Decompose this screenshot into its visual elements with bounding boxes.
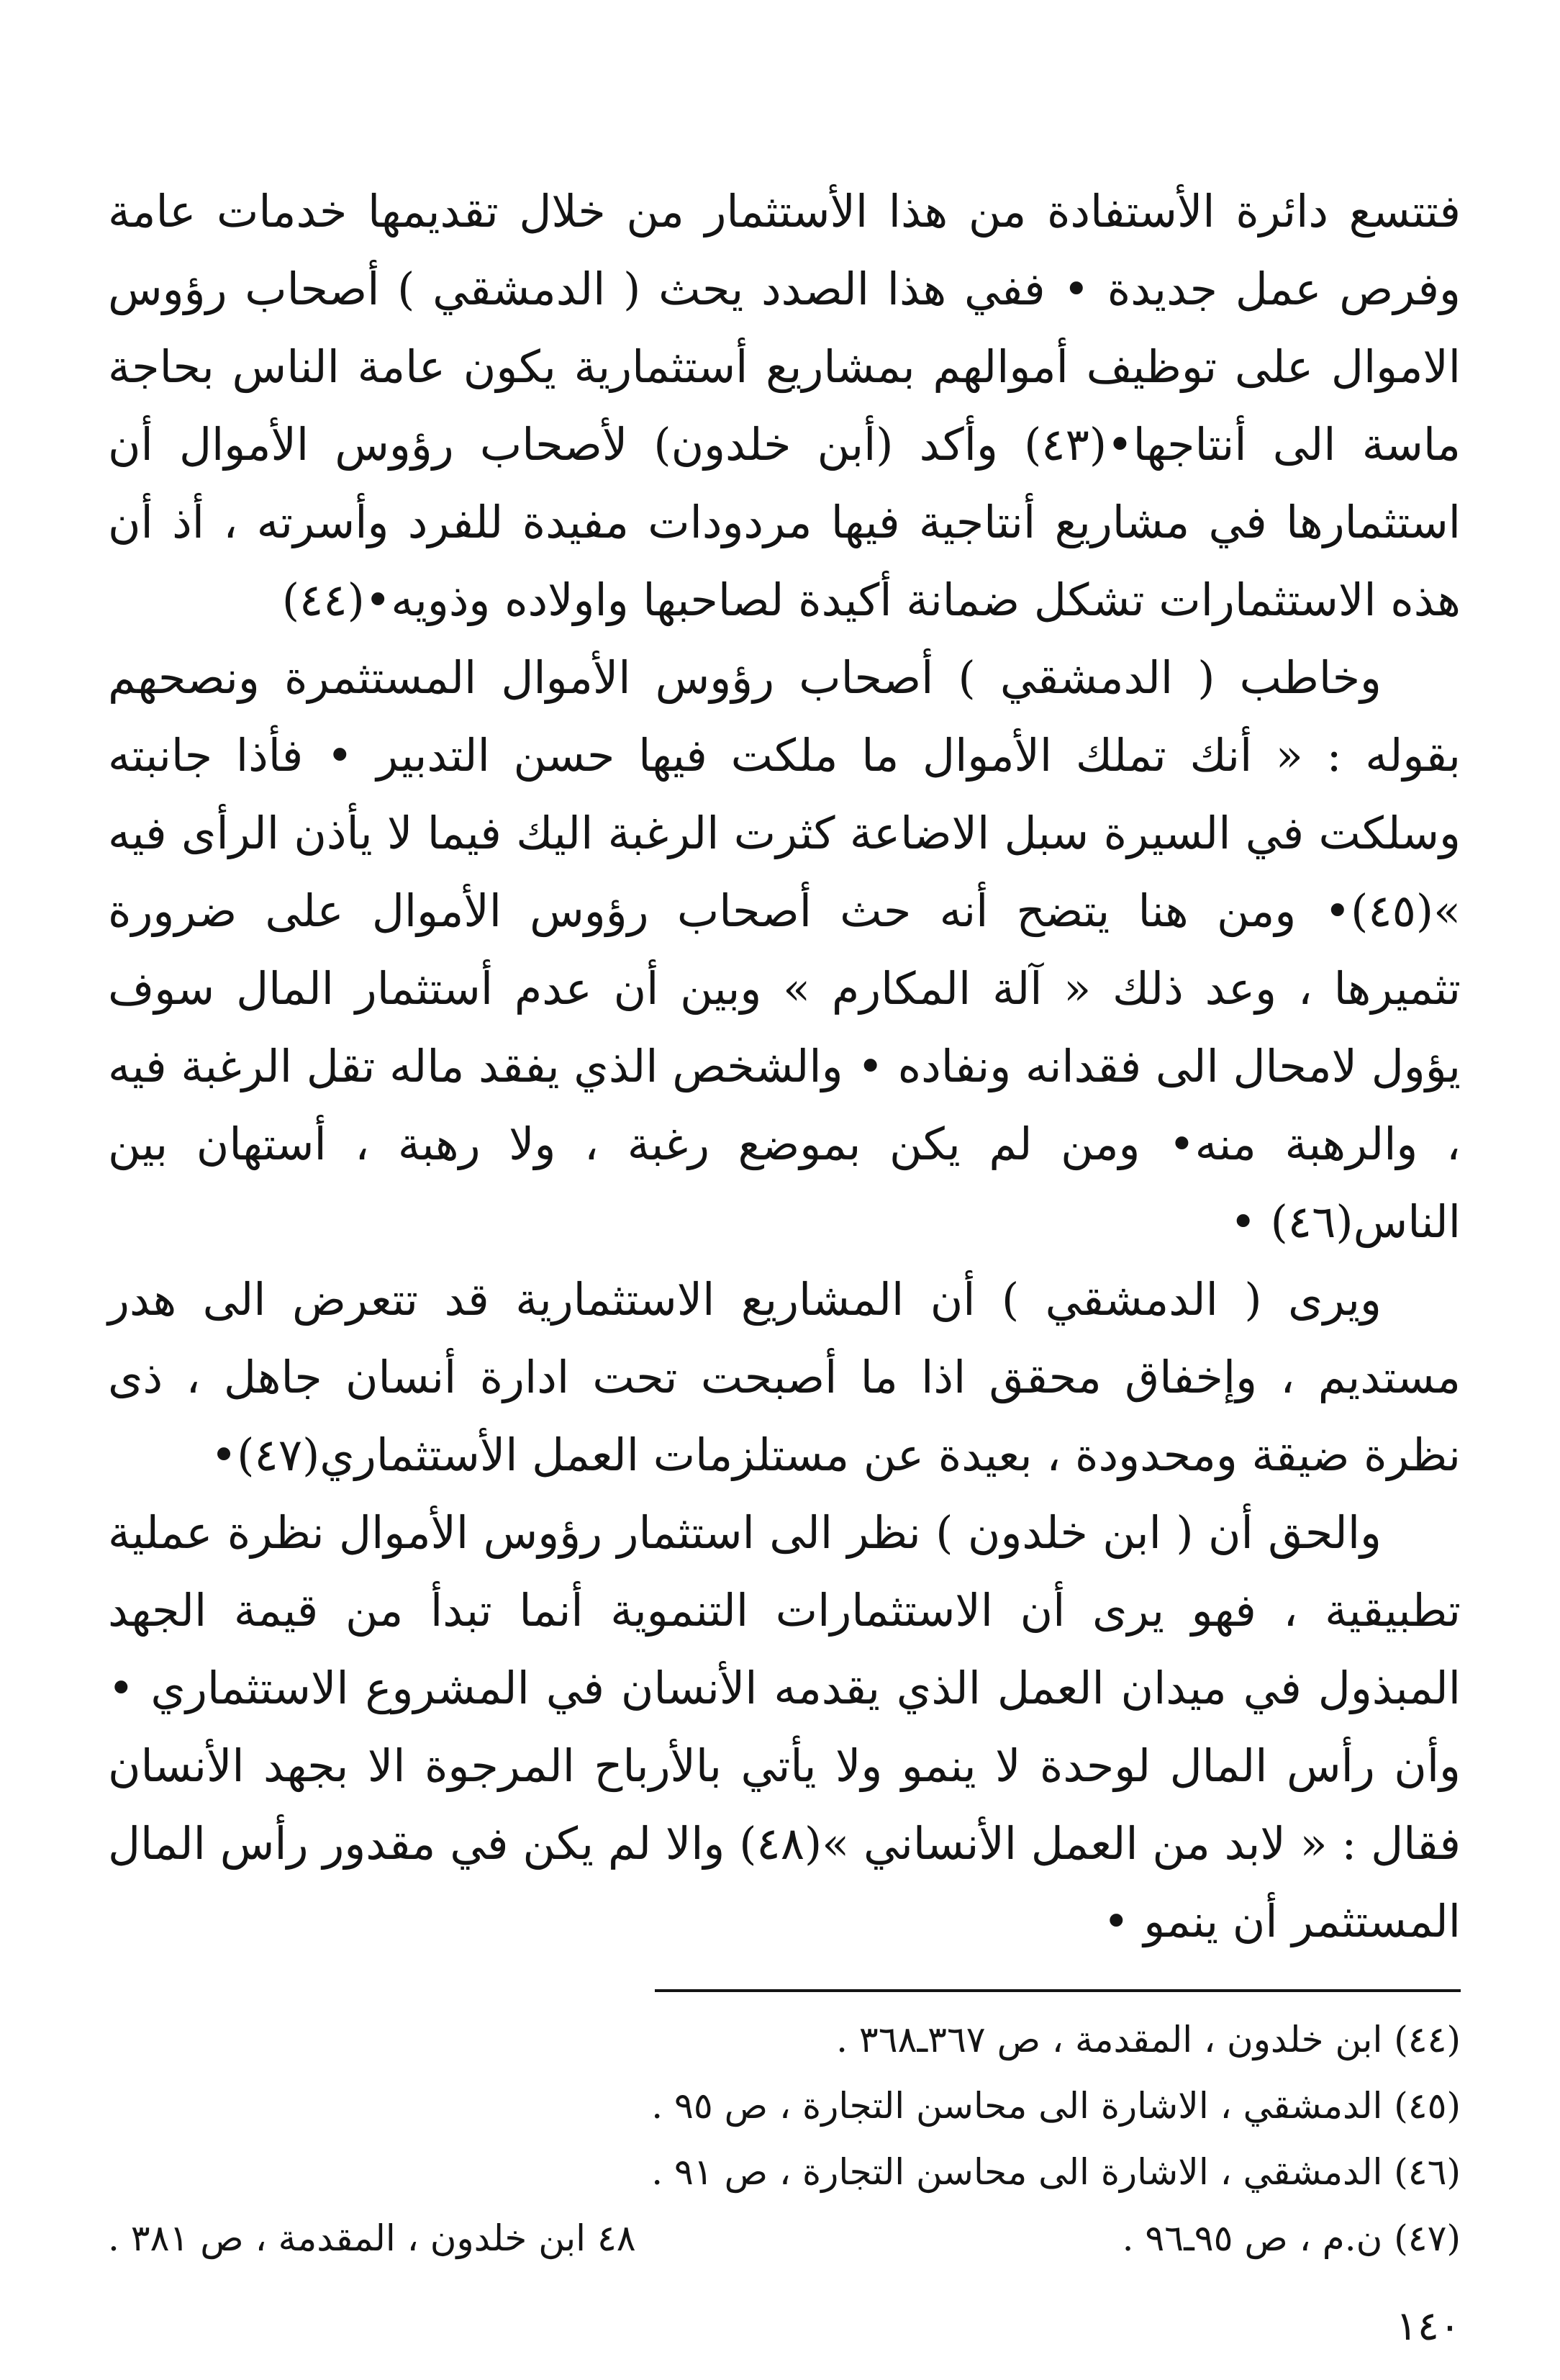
- paragraph-3: ويرى ( الدمشقي ) أن المشاريع الاستثمارية قد تتعرض الى هدر مستديم ، وإخفاق محقق اذا ما أصبحت تحت ادارة أنسان جاهل ، ذى نظرة ضيقة ومحدودة ، بعيدة عن مستلزمات العمل الأستثماري(٤٧)•: [108, 1273, 1461, 1481]
- document-page: [108, 173, 1461, 2350]
- page-number: ١٤٠: [1395, 2303, 1461, 2350]
- paragraph-4: والحق أن ( ابن خلدون ) نظر الى استثمار رؤوس الأموال نظرة عملية تطبيقية ، فهو يرى أن الاستثمارات التنموية أنما تبدأ من قيمة الجهد المبذول في ميدان العمل الذي يقدمه الأنسان في المشروع الاستثماري • وأن رأس المال لوحدة لا ينمو ولا يأتي بالأرباح المرجوة الا بجهد الأنسان فقال : « لابد من العمل الأنساني »(٤٨) والا لم يكن في مقدور رأس المال المستثمر أن ينمو •: [108, 1506, 1461, 1947]
- paragraph-2: وخاطب ( الدمشقي ) أصحاب رؤوس الأموال المستثمرة ونصحهم بقوله : « أنك تملك الأموال ما ملكت فيها حسن التدبير • فأذا جانبته وسلكت في السيرة سبل الاضاعة كثرت الرغبة اليك فيما لا يأذن الرأى فيه »(٤٥)• ومن هنا يتضح أنه حث أصحاب رؤوس الأموال على ضرورة تثميرها ، وعد ذلك « آلة المكارم » وبين أن عدم أستثمار المال سوف يؤول لامحال الى فقدانه ونفاده • والشخص الذي يفقد ماله تقل الرغبة فيه ، والرهبة منه• ومن لم يكن بموضع رغبة ، ولا رهبة ، أستهان بين الناس(٤٦) •: [108, 651, 1461, 1248]
- footnote-47: (٤٧) ن.م ، ص ٩٥ـ٩٦ .: [1122, 2217, 1461, 2259]
- footnotes: [108, 2006, 1461, 2271]
- footnote-row-47-48: [108, 2205, 1461, 2271]
- footnote-48: ٤٨ ابن خلدون ، المقدمة ، ص ٣٨١ .: [108, 2217, 636, 2259]
- footnote-divider: [655, 1989, 1461, 1992]
- footnote-45: (٤٥) الدمشقي ، الاشارة الى محاسن التجارة ، ص ٩٥ .: [651, 2085, 1461, 2127]
- body-text: [108, 173, 1461, 1960]
- paragraph-1: فتتسع دائرة الأستفادة من هذا الأستثمار من خلال تقديمها خدمات عامة وفرص عمل جديدة • ففي هذا الصدد يحث ( الدمشقي ) أصحاب رؤوس الاموال على توظيف أموالهم بمشاريع أستثمارية يكون عامة الناس بحاجة ماسة الى أنتاجها•(٤٣) وأكد (أبن خلدون) لأصحاب رؤوس الأموال أن استثمارها في مشاريع أنتاجية فيها مردودات مفيدة للفرد وأسرته ، أذ أن هذه الاستثمارات تشكل ضمانة أكيدة لصاحبها واولاده وذويه•(٤٤): [108, 185, 1461, 626]
- footnote-46: (٤٦) الدمشقي ، الاشارة الى محاسن التجارة ، ص ٩١ .: [651, 2151, 1461, 2193]
- footnote-44: (٤٤) ابن خلدون ، المقدمة ، ص ٣٦٧ـ٣٦٨ .: [836, 2019, 1461, 2060]
